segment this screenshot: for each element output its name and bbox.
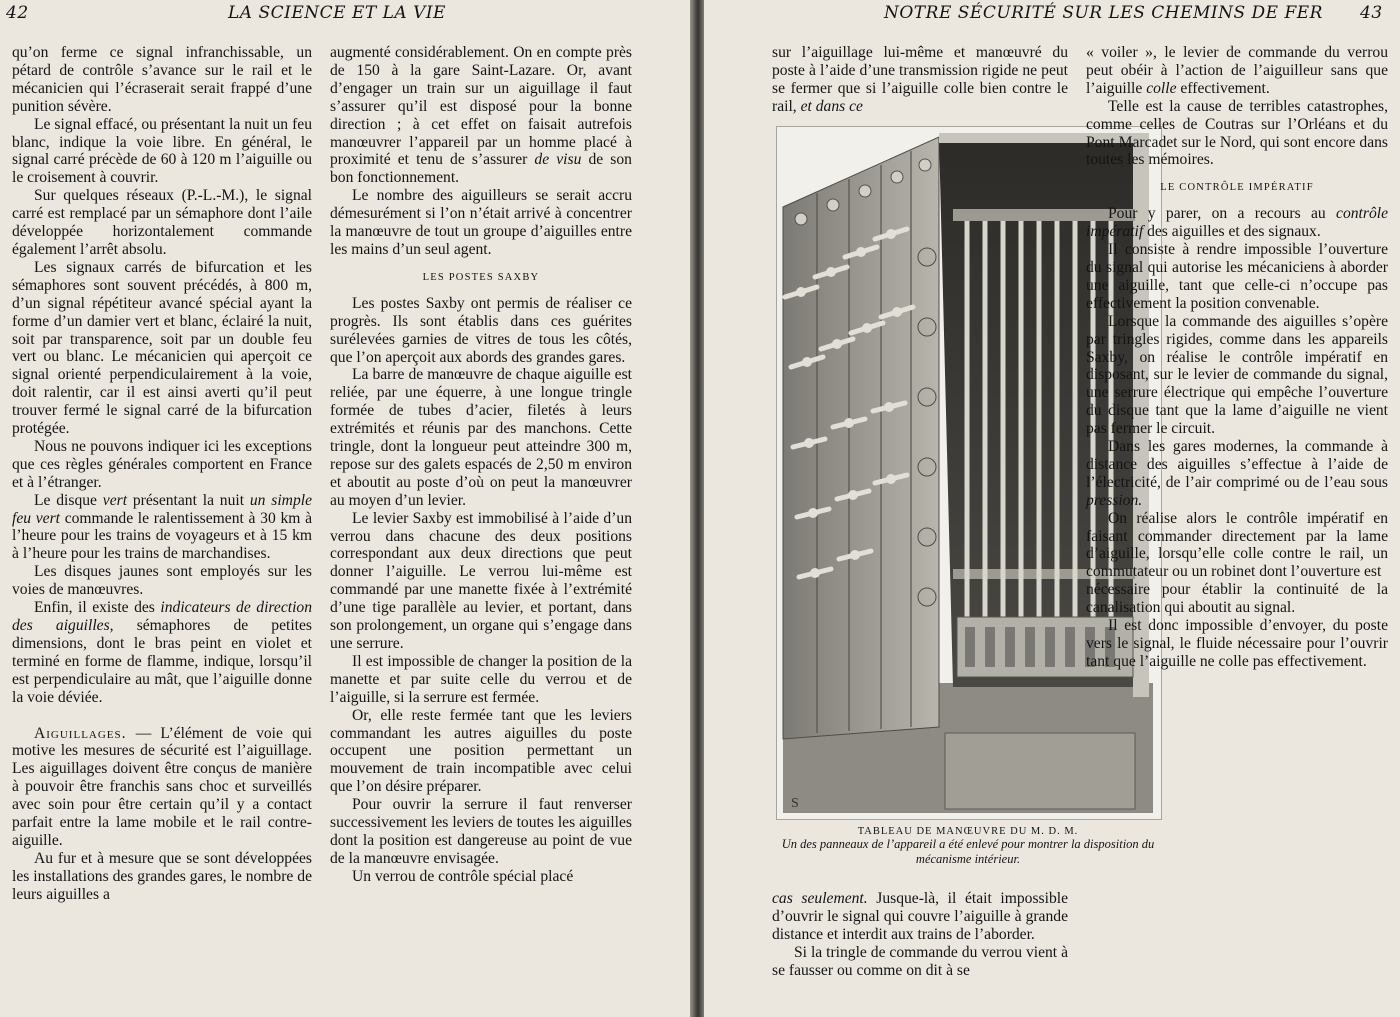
right-bottom-column-1 xyxy=(772,890,1068,980)
paragraph: Il est donc impossible d’envoyer, du poste vers le signal, le fluide nécessaire pour l’ouvrir tant que l’aiguille ne colle pas effectivement. xyxy=(1086,617,1388,670)
paragraph: Sur quelques réseaux (P.-L.-M.), le signal carré est remplacé par un sémaphore dont l’aile développée horizontalement commande également l’arrêt absolu. xyxy=(12,187,312,258)
paragraph: Lorsque la commande des aiguilles s’opère par tringles rigides, comme dans les appareils Saxby, on réalise le contrôle impératif en disposant, sur le levier de commande du signal, une serrure électrique qui empêche l’ouverture du disque tant que la lame d’aiguille ne vient pas fermer le circuit. xyxy=(1086,312,1388,438)
paragraph: La barre de manœuvre de chaque aiguille est reliée, par une équerre, à une longue tringle formée de tubes d’acier, filetés à leurs extrémités et réunis par des manchons. Cette tringle, dont la longueur peut atteindre 300 m, repose sur des galets espacés de 2,50 m environ et aboutit au poste d’où on peut la manœuvrer au moyen d’un levier. xyxy=(330,366,632,509)
paragraph: Les postes Saxby ont permis de réaliser ce progrès. Ils sont établis dans ces guérites surélevées garnies de vitres de tous les côtés, que l’on aperçoit aux abords des grandes gares. xyxy=(330,294,632,366)
figure-title: TABLEAU DE MANŒUVRE DU M. D. M. xyxy=(857,826,1079,837)
right-page xyxy=(704,0,1400,1017)
left-page-header xyxy=(0,3,692,23)
page-number: 42 xyxy=(6,3,29,23)
paragraph: Telle est la cause de terribles catastrophes, comme celles de Coutras sur l’Orléans et du Pont Marcadet sur le Nord, qui sont encore dans toutes les mémoires. xyxy=(1086,97,1388,169)
paragraph: Si la tringle de commande du verrou vient à se fausser ou comme on dit à se xyxy=(772,943,1068,979)
paragraph: nécessaire pour établir la continuité de la canalisation qui aboutit au signal. xyxy=(1086,581,1388,617)
section-lead: Aiguillages. xyxy=(34,724,127,742)
left-column-1 xyxy=(12,44,312,904)
page-number: 43 xyxy=(1360,3,1383,23)
paragraph: Nous ne pouvons indiquer ici les exceptions que ces règles générales comportent en France et à l’étranger. xyxy=(12,437,312,491)
paragraph: Pour ouvrir la serrure il faut renverser successivement les leviers de toutes les aiguilles dont la position est dangereuse au point de vue de la manœuvre envisagée. xyxy=(330,796,632,867)
paragraph: On réalise alors le contrôle impératif en faisant commander directement par la lame d’aiguille, lorsqu’elle colle contre le rail, un commutateur ou un robinet dont l’ouverture est xyxy=(1086,509,1388,581)
running-head: NOTRE SÉCURITÉ SUR LES CHEMINS DE FER xyxy=(884,3,1323,23)
figure-subtitle: Un des panneaux de l’appareil a été enlevé pour montrer la disposition du mécanisme intérieur. xyxy=(781,837,1155,866)
paragraph: Or, elle reste fermée tant que les leviers commandant les autres aiguilles du poste occupent une position permettant un mouvement de train incompatible avec celui que l’on désire préparer. xyxy=(330,706,632,796)
paragraph: Il consiste à rendre impossible l’ouverture du signal qui autorise les mécaniciens à aborder une aiguille, tant que celle-ci n’occupe pas effectivement la position convenable. xyxy=(1086,241,1388,312)
paragraph: Le nombre des aiguilleurs se serait accru démesurément si l’on n’était arrivé à concentrer la manœuvre de tout un groupe d’aiguilles entre les mains d’un seul agent. xyxy=(330,187,632,258)
paragraph: Pour y parer, on a recours au contrôle impératif des aiguilles et des signaux. xyxy=(1086,205,1388,241)
section-heading: LE CONTRÔLE IMPÉRATIF xyxy=(1160,182,1314,194)
paragraph: Enfin, il existe des indicateurs de direction des aiguilles, sémaphores de petites dimensions, dont le bras peint en violet et terminé en forme de flamme, indique, lorsqu’il est perpendiculaire au mât, que l’aiguille donne la voie déviée. xyxy=(12,599,313,706)
maker-mark: S xyxy=(791,796,799,811)
paragraph: augmenté considérablement. On en compte près de 150 à la gare Saint-Lazare. Or, avant d’engager un train sur un aiguillage il faut s’assurer qu’il est disposé pour la bonne direction ; à cet effet on faisait autrefois manœuvrer l’appareil par un homme placé à proximité et tenu de s’assurer de visu de son bon fonctionnement. xyxy=(330,44,632,187)
left-column-2 xyxy=(330,44,632,886)
figure-caption xyxy=(764,826,1172,867)
paragraph: « voiler », le levier de commande du verrou peut obéir à l’action de l’aiguilleur sans que l’aiguille colle effectivement. xyxy=(1086,44,1388,97)
paragraph: Le disque vert présentant la nuit un simple feu vert commande le ralentissement à 30 km à l’heure pour les trains de voyageurs et à 15 km à l’heure pour les trains de marchandises. xyxy=(12,491,312,563)
paragraph: Les signaux carrés de bifurcation et les sémaphores sont souvent précédés, à 800 m, d’un signal répétiteur avancé spécial ayant la forme d’un damier vert et blanc, éclairé la nuit, soit par transparence, soit par un double feu vert ou blanc. Le mécanicien qui aperçoit ce signal orienté perpendiculairement à la voie, doit ralentir, car il est ainsi averti qu’il peut trouver fermé le signal carré de la bifurcation protégée. xyxy=(12,258,312,438)
paragraph: Au fur et à mesure que se sont développées les installations des grandes gares, le nombre de leurs aiguilles a xyxy=(12,849,312,903)
paragraph: sur l’aiguillage lui-même et manœuvré du poste à l’aide d’une transmission rigide ne peut se fermer que si l’aiguille colle bien contre le rail, et dans ce xyxy=(772,44,1068,115)
left-page xyxy=(0,0,692,1017)
paragraph: Un verrou de contrôle spécial placé xyxy=(352,867,574,885)
section-heading: LES POSTES SAXBY xyxy=(422,271,540,283)
paragraph: Aiguillages. — L’élément de voie qui motive les mesures de sécurité est l’aiguillage. Les aiguillages doivent être conçus de manière à pouvoir être franchis sans choc et surveillés avec soin pour être certain qu’il y a contact parfait entre la lame mobile et le rail contre-aiguille. xyxy=(12,724,312,849)
paragraph: Le levier Saxby est immobilisé à l’aide d’un verrou dans chacune des deux positions correspondant aux deux directions que peut donner l’aiguille. Le verrou lui-même est commandé par une manette fixée à l’extrémité d’une tige parallèle au levier, et portant, dans son prolongement, un organe qui s’engage dans une serrure. xyxy=(330,509,632,652)
paragraph: Les disques jaunes sont employés sur les voies de manœuvres. xyxy=(12,563,312,599)
paragraph: Il est impossible de changer la position de la manette et par suite celle du verrou et de l’aiguille, si la serrure est fermée. xyxy=(330,652,632,706)
paragraph: qu’on ferme ce signal infranchissable, un pétard de contrôle s’avance sur le rail et le mécanicien qui l’écraserait serait frappé d’une punition sévère. xyxy=(12,44,312,115)
right-page-header xyxy=(704,3,1400,23)
right-column-2 xyxy=(1086,44,1388,671)
running-head: LA SCIENCE ET LA VIE xyxy=(228,3,446,23)
paragraph: Dans les gares modernes, la commande à distance des aiguilles s’effectue à l’aide de l’électricité, de l’air comprimé ou de l’eau sous pression. xyxy=(1086,438,1388,509)
right-top-column-1 xyxy=(772,44,1068,116)
paragraph: cas seulement. Jusque-là, il était impossible d’ouvrir le signal qui couvre l’aiguille à grande distance et interdit aux trains de l’aborder. xyxy=(772,890,1068,943)
paragraph: Le signal effacé, ou présentant la nuit un feu blanc, indique la voie libre. En général, le signal carré précède de 60 à 120 m l’aiguille ou le croisement à couvrir. xyxy=(12,115,312,187)
